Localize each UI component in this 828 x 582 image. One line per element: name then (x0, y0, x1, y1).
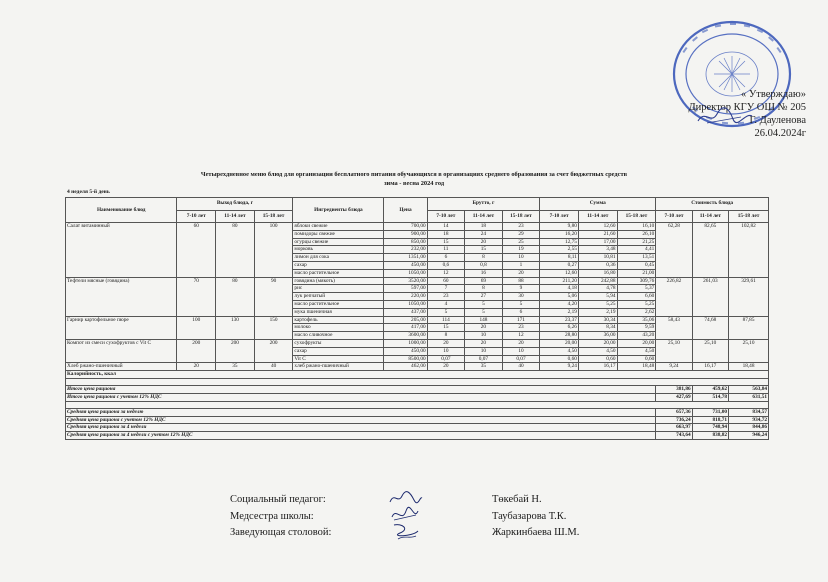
header-price: Цена (384, 198, 427, 223)
ingredient-name: сухофрукты (293, 339, 384, 347)
ingredient-sum: 6,26 (540, 324, 579, 332)
dish-yield: 80 (216, 277, 255, 316)
director-signature-icon (695, 105, 755, 127)
ingredient-price: 220,00 (384, 293, 427, 301)
ingredient-gross: 15 (427, 324, 465, 332)
dish-yield: 100 (177, 316, 216, 339)
calories-row (66, 371, 769, 379)
signer-name: Төкебай Н. (492, 494, 542, 505)
totals-value: 743,64 (656, 432, 692, 440)
ingredient-gross: 8 (427, 332, 465, 340)
ingredient-price: 8500,00 (384, 355, 427, 363)
header-age: 11-14 лет (465, 210, 503, 223)
dish-cost: 261,03 (692, 277, 728, 316)
ingredient-sum: 211,20 (540, 277, 579, 285)
ingredient-row (66, 277, 769, 285)
ingredient-name: масло растительное (293, 300, 384, 308)
signers-block (230, 492, 690, 542)
ingredient-gross: 0,07 (465, 355, 503, 363)
ingredient-gross: 23 (427, 293, 465, 301)
ingredient-price: 232,00 (384, 246, 427, 254)
approval-name: Г. Дауленова (749, 115, 806, 126)
ingredient-sum: 9,80 (540, 223, 579, 231)
ingredient-sum: 21,00 (617, 269, 656, 277)
document-season: зима - весна 2024 год (383, 180, 445, 187)
dish-cost: 87,85 (729, 316, 769, 339)
ingredient-gross: 20 (502, 269, 540, 277)
dish-name: Хлеб ржано-пшеничный (66, 363, 177, 371)
ingredient-sum: 21,25 (617, 238, 656, 246)
ingredient-price: 417,00 (384, 324, 427, 332)
ingredient-gross: 16 (465, 269, 503, 277)
approval-position: Директор КГУ ОШ № 205 (688, 102, 806, 113)
totals-value: 934,72 (729, 416, 769, 424)
dish-cost: 82,65 (692, 223, 728, 278)
ingredient-sum: 30,34 (578, 316, 617, 324)
dish-yield: 90 (254, 277, 293, 316)
ingredient-price: 462,00 (384, 363, 427, 371)
ingredient-name: картофель (293, 316, 384, 324)
ingredient-sum: 242,88 (578, 277, 617, 285)
ingredient-name: Vit C (293, 355, 384, 363)
menu-table-container (65, 188, 769, 440)
totals-value: 838,82 (692, 432, 728, 440)
totals-label: Итого цена рациона с учетом 12% НДС (66, 393, 656, 401)
dish-name: Компот из смеси сухофруктов с Vit C (66, 339, 177, 362)
ingredient-sum: 43,20 (617, 332, 656, 340)
dish-yield: 200 (216, 339, 255, 362)
ingredient-sum: 20,00 (540, 339, 579, 347)
ingredient-gross: 40 (502, 363, 540, 371)
ingredient-gross: 14 (427, 223, 465, 231)
ingredient-gross: 23 (502, 324, 540, 332)
ingredient-price: 3600,00 (384, 332, 427, 340)
ingredient-row (66, 339, 769, 347)
ingredient-sum: 0,60 (617, 355, 656, 363)
ingredient-sum: 4,78 (578, 285, 617, 293)
totals-label: Средняя цена рациона за 4 недели (66, 424, 656, 432)
ingredient-sum: 17,00 (578, 238, 617, 246)
dish-yield: 70 (177, 277, 216, 316)
ingredient-sum: 5,37 (617, 285, 656, 293)
dish-cost: 329,61 (729, 277, 769, 316)
ingredient-name: масло растительное (293, 269, 384, 277)
spacer-row (66, 379, 769, 386)
signer-social-pedagogue (230, 492, 690, 509)
ingredient-gross: 10 (502, 254, 540, 262)
ingredient-gross: 69 (465, 277, 503, 285)
ingredient-sum: 3,48 (578, 246, 617, 254)
ingredient-name: лук репчатый (293, 293, 384, 301)
dish-cost: 74,68 (692, 316, 728, 339)
calories-label: Калорийность, ккал (66, 371, 769, 379)
ingredient-gross: 0,07 (502, 355, 540, 363)
ingredient-gross: 20 (427, 339, 465, 347)
ingredient-sum: 21,60 (578, 230, 617, 238)
ingredient-gross: 10 (502, 347, 540, 355)
ingredient-sum: 4,18 (540, 285, 579, 293)
dish-yield: 35 (216, 363, 255, 371)
ingredient-price: 900,00 (384, 230, 427, 238)
ingredient-price: 597,00 (384, 285, 427, 293)
ingredient-gross: 23 (502, 223, 540, 231)
ingredient-sum: 6,60 (617, 293, 656, 301)
signer-role: Медсестра школы: (230, 510, 314, 522)
header-age: 11-14 лет (216, 210, 255, 223)
ingredient-gross: 0,6 (427, 261, 465, 269)
totals-body (66, 371, 769, 440)
ingredient-price: 450,00 (384, 261, 427, 269)
approval-block (600, 0, 828, 150)
ingredient-price: 1000,00 (384, 339, 427, 347)
totals-value: 946,24 (729, 432, 769, 440)
header-age: 15-18 лет (254, 210, 293, 223)
ingredient-sum: 16,80 (578, 269, 617, 277)
ingredient-gross: 0,8 (465, 261, 503, 269)
totals-value: 844,86 (729, 424, 769, 432)
ingredient-price: 3520,00 (384, 277, 427, 285)
totals-row (66, 416, 769, 424)
ingredient-gross: 20 (502, 339, 540, 347)
dish-yield: 80 (216, 223, 255, 278)
dish-cost: 25,10 (692, 339, 728, 362)
ingredient-sum: 23,37 (540, 316, 579, 324)
dish-cost: 25,10 (656, 339, 692, 362)
ingredient-gross: 7 (427, 285, 465, 293)
dish-cost: 62,28 (656, 223, 692, 278)
dish-name: Гарнир картофельное пюре (66, 316, 177, 339)
ingredient-sum: 12,75 (540, 238, 579, 246)
ingredient-sum: 20,00 (578, 339, 617, 347)
ingredient-gross: 148 (465, 316, 503, 324)
menu-table-body (66, 223, 769, 371)
dish-name: Тефтели мясные (говядина) (66, 277, 177, 316)
ingredient-name: говядина (мякоть) (293, 277, 384, 285)
menu-table (65, 197, 769, 440)
totals-value: 731,00 (692, 408, 728, 416)
ingredient-gross: 10 (465, 332, 503, 340)
ingredient-sum: 0,60 (578, 355, 617, 363)
ingredient-gross: 24 (465, 230, 503, 238)
ingredient-sum: 28,80 (540, 332, 579, 340)
ingredient-name: помидоры свежие (293, 230, 384, 238)
ingredient-sum: 12,60 (540, 269, 579, 277)
ingredient-gross: 1 (502, 261, 540, 269)
ingredient-sum: 5,06 (540, 293, 579, 301)
spacer-row (66, 401, 769, 408)
ingredient-gross: 60 (427, 277, 465, 285)
signature-icon (388, 521, 424, 541)
ingredient-gross: 8 (465, 254, 503, 262)
dish-cost: 9,24 (656, 363, 692, 371)
ingredient-gross: 5 (465, 300, 503, 308)
ingredient-gross: 6 (427, 254, 465, 262)
ingredient-sum: 8,34 (578, 324, 617, 332)
totals-value: 381,86 (656, 386, 692, 394)
dish-cost: 16,17 (692, 363, 728, 371)
header-yield: Выход блюда, г (177, 198, 293, 211)
totals-row (66, 432, 769, 440)
totals-value: 663,97 (656, 424, 692, 432)
ingredient-sum: 2,19 (578, 308, 617, 316)
ingredient-sum: 309,76 (617, 277, 656, 285)
ingredient-gross: 6 (502, 308, 540, 316)
dish-cost: 102,82 (729, 223, 769, 278)
ingredient-gross: 19 (502, 246, 540, 254)
dish-yield: 200 (254, 339, 293, 362)
ingredient-sum: 5,94 (578, 293, 617, 301)
ingredient-price: 700,00 (384, 223, 427, 231)
ingredient-sum: 2,62 (617, 308, 656, 316)
signer-name: Таубазарова Т.К. (492, 510, 567, 522)
dish-yield: 150 (254, 316, 293, 339)
header-age: 15-18 лет (617, 210, 656, 223)
approval-date: 26.04.2024г (754, 128, 806, 139)
ingredient-sum: 5,25 (578, 300, 617, 308)
header-age: 11-14 лет (578, 210, 617, 223)
totals-label: Средняя цена рациона за 4 недели с учетом 12% НДС (66, 432, 656, 440)
ingredient-gross: 35 (465, 363, 503, 371)
ingredient-sum: 10,81 (578, 254, 617, 262)
ingredient-gross: 18 (427, 230, 465, 238)
signer-name: Жаркинбаева Ш.М. (492, 527, 580, 538)
ingredient-name: хлеб ржано-пшеничный (293, 363, 384, 371)
ingredient-sum: 5,25 (617, 300, 656, 308)
ingredient-name: сахар (293, 347, 384, 355)
totals-value: 736,24 (656, 416, 692, 424)
ingredient-gross: 20 (465, 238, 503, 246)
ingredient-sum: 4,50 (617, 347, 656, 355)
dish-yield: 20 (177, 363, 216, 371)
ingredient-sum: 16,17 (578, 363, 617, 371)
ingredient-sum: 26,10 (617, 230, 656, 238)
ingredient-sum: 2,19 (540, 308, 579, 316)
dish-name: Салат витаминный (66, 223, 177, 278)
ingredient-price: 205,00 (384, 316, 427, 324)
header-dish-name: Наименование блюд (66, 198, 177, 223)
ingredient-gross: 5 (427, 308, 465, 316)
ingredient-price: 437,00 (384, 308, 427, 316)
ingredient-gross: 9 (502, 285, 540, 293)
dish-yield: 130 (216, 316, 255, 339)
totals-label: Средняя цена рациона с учетом 12% НДС (66, 416, 656, 424)
totals-row (66, 408, 769, 416)
ingredient-sum: 0,45 (617, 261, 656, 269)
totals-value: 631,51 (729, 393, 769, 401)
header-age: 15-18 лет (729, 210, 769, 223)
ingredient-sum: 0,27 (540, 261, 579, 269)
ingredient-gross: 30 (502, 293, 540, 301)
ingredient-gross: 15 (427, 238, 465, 246)
totals-row (66, 393, 769, 401)
ingredient-sum: 16,10 (617, 223, 656, 231)
totals-value: 563,84 (729, 386, 769, 394)
ingredient-name: яблоки свежие (293, 223, 384, 231)
ingredient-sum: 36,00 (578, 332, 617, 340)
dish-cost: 226,82 (656, 277, 692, 316)
ingredient-sum: 9,59 (617, 324, 656, 332)
ingredient-sum: 20,00 (617, 339, 656, 347)
ingredient-row (66, 223, 769, 231)
ingredient-sum: 18,48 (617, 363, 656, 371)
header-ingredients: Ингредиенты блюда (293, 198, 384, 223)
totals-value: 427,69 (656, 393, 692, 401)
approval-title: « Утверждаю» (740, 89, 806, 100)
ingredient-gross: 0,07 (427, 355, 465, 363)
header-age: 7-10 лет (427, 210, 465, 223)
ingredient-price: 1050,00 (384, 300, 427, 308)
ingredient-gross: 114 (427, 316, 465, 324)
dish-yield: 60 (177, 223, 216, 278)
ingredient-sum: 13,51 (617, 254, 656, 262)
ingredient-sum: 16,20 (540, 230, 579, 238)
dish-cost: 58,43 (656, 316, 692, 339)
header-age: 15-18 лет (502, 210, 540, 223)
totals-value: 514,78 (692, 393, 728, 401)
dish-yield: 200 (177, 339, 216, 362)
ingredient-gross: 8 (465, 285, 503, 293)
ingredient-gross: 12 (502, 332, 540, 340)
signer-role: Заведующая столовой: (230, 527, 332, 538)
ingredient-name: мука пшеничная (293, 308, 384, 316)
ingredient-price: 450,00 (384, 347, 427, 355)
ingredient-name: лимон для сока (293, 254, 384, 262)
dish-cost: 18,48 (729, 363, 769, 371)
totals-value: 459,62 (692, 386, 728, 394)
ingredient-name: молоко (293, 324, 384, 332)
ingredient-sum: 8,11 (540, 254, 579, 262)
ingredient-name: рис (293, 285, 384, 293)
ingredient-gross: 5 (502, 300, 540, 308)
ingredient-name: огурцы свежие (293, 238, 384, 246)
week-label: 4 неделя 5-й день (67, 189, 110, 195)
ingredient-name: сахар (293, 261, 384, 269)
totals-value: 657,36 (656, 408, 692, 416)
header-sum: Сумма (540, 198, 656, 211)
header-gross: Брутто, г (427, 198, 540, 211)
signer-nurse (230, 509, 690, 526)
header-age: 11-14 лет (692, 210, 728, 223)
signer-canteen-head (230, 525, 690, 542)
dish-yield: 100 (254, 223, 293, 278)
ingredient-name: морковь (293, 246, 384, 254)
ingredient-sum: 0,36 (578, 261, 617, 269)
dish-cost: 25,10 (729, 339, 769, 362)
header-age: 7-10 лет (540, 210, 579, 223)
ingredient-gross: 12 (427, 269, 465, 277)
ingredient-gross: 171 (502, 316, 540, 324)
ingredient-price: 1050,00 (384, 269, 427, 277)
ingredient-row (66, 316, 769, 324)
ingredient-gross: 18 (465, 223, 503, 231)
ingredient-row (66, 363, 769, 371)
ingredient-gross: 10 (465, 347, 503, 355)
document-title: Четырехдневное меню блюд для организации бесплатного питания обучающихся в организациях среднего образования за счет бюджетных средств (200, 171, 628, 178)
totals-label: Средняя цена рациона за неделю (66, 408, 656, 416)
ingredient-sum: 4,41 (617, 246, 656, 254)
totals-value: 834,57 (729, 408, 769, 416)
ingredient-sum: 4,50 (540, 347, 579, 355)
ingredient-name: масло сливочное (293, 332, 384, 340)
ingredient-gross: 27 (465, 293, 503, 301)
ingredient-gross: 29 (502, 230, 540, 238)
ingredient-sum: 4,20 (540, 300, 579, 308)
ingredient-sum: 9,24 (540, 363, 579, 371)
ingredient-gross: 10 (427, 347, 465, 355)
totals-value: 748,94 (692, 424, 728, 432)
ingredient-price: 1351,00 (384, 254, 427, 262)
ingredient-price: 850,00 (384, 238, 427, 246)
ingredient-gross: 4 (427, 300, 465, 308)
ingredient-sum: 0,60 (540, 355, 579, 363)
ingredient-gross: 20 (465, 324, 503, 332)
ingredient-gross: 15 (465, 246, 503, 254)
ingredient-gross: 5 (465, 308, 503, 316)
ingredient-gross: 11 (427, 246, 465, 254)
totals-value: 818,71 (692, 416, 728, 424)
ingredient-sum: 12,60 (578, 223, 617, 231)
totals-row (66, 424, 769, 432)
header-cost: Стоимость блюда (656, 198, 769, 211)
ingredient-gross: 20 (465, 339, 503, 347)
totals-row (66, 386, 769, 394)
ingredient-sum: 35,06 (617, 316, 656, 324)
ingredient-sum: 4,50 (578, 347, 617, 355)
totals-label: Итого цена рациона (66, 386, 656, 394)
ingredient-gross: 20 (427, 363, 465, 371)
ingredient-gross: 88 (502, 277, 540, 285)
dish-yield: 40 (254, 363, 293, 371)
ingredient-sum: 2,55 (540, 246, 579, 254)
ingredient-gross: 25 (502, 238, 540, 246)
header-age: 7-10 лет (177, 210, 216, 223)
header-age: 7-10 лет (656, 210, 692, 223)
signer-role: Социальный педагог: (230, 494, 326, 505)
